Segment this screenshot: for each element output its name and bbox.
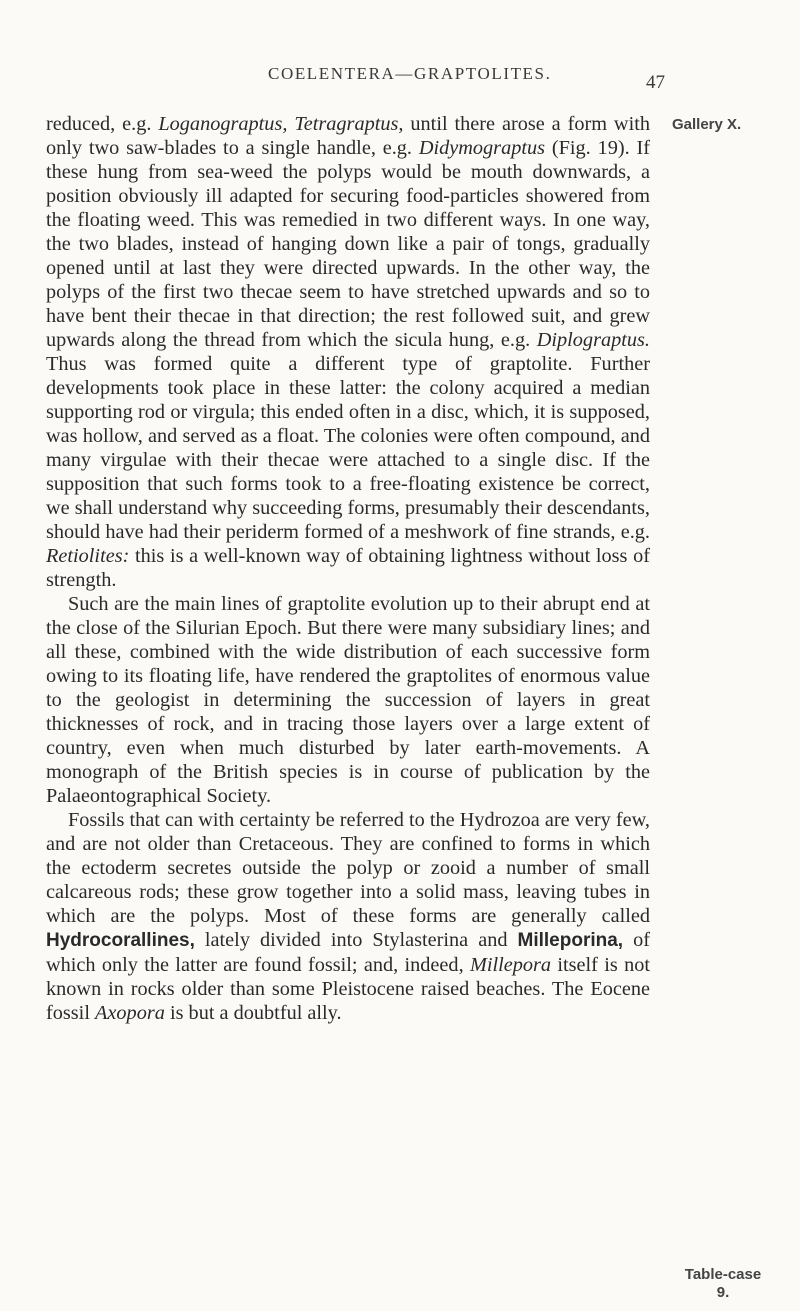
paragraph-1: reduced, e.g. Loganograptus, Tetragraptus, until there arose a form with only two saw-blades to a single handle, e.g. Didymograptus (Fig. 19). If these hung from sea-weed the polyps would be mouth downwards, a position obviously ill adapted for securing food-particles showered from the floating weed. This was remedied in two different ways. In one way, the two blades, instead of hanging down like a pair of tongs, gradually opened until at last they were directed upwards. In the other way, the polyps of the first two thecae seem to have stretched upwards and so to have bent their thecae in that direction; the rest followed suit, and grew upwards along the thread from which the sicula hung, e.g. Diplograptus. Thus was formed quite a different type of graptolite. Further developments took place in these latter: the colony acquired a median supporting rod or virgula; this ended often in a disc, which, it is supposed, was hollow, and served as a float. The colonies were often compound, and many virgulae with their thecae were attached to a single disc. If the supposition that such forms took to a free-floating existence be correct, we shall understand why succeeding forms, presumably their descendants, should have had their periderm formed of a meshwork of fine strands, e.g. Retiolites: this is a well-known way of obtaining lightness without loss of strength. (46, 113, 650, 591)
margin-note-table-case (664, 1266, 782, 1302)
margin-note-table-case-number: 9. (716, 1284, 730, 1301)
margin-note-gallery: Gallery X. (672, 116, 742, 133)
margin-note-table-case-label: Table-case (684, 1266, 762, 1283)
body-text (46, 112, 650, 1025)
running-head: COELENTERA—GRAPTOLITES. (268, 64, 552, 83)
paragraph-3: Fossils that can with certainty be referred to the Hydrozoa are very few, and are not older than Cretaceous. They are confined to forms in which the ectoderm secretes outside the polyp or zooid a number of small calcareous rods; these grow together into a solid mass, leaving tubes in which are the polyps. Most of these forms are generally called Hydrocorallines, lately divided into Stylasterina and Milleporina, of which only the latter are found fossil; and, indeed, Millepora itself is not known in rocks older than some Pleistocene raised beaches. The Eocene fossil Axopora is but a doubtful ally. (46, 809, 650, 1024)
paragraph-2: Such are the main lines of graptolite evolution up to their abrupt end at the close of the Silurian Epoch. But there were many subsidiary lines; and all these, combined with the wide distribution of each successive form owing to its floating life, have rendered the graptolites of enormous value to the geologist in determining the succession of layers in great thicknesses of rock, and in tracing those layers over a large extent of country, even when much disturbed by later earth-movements. A monograph of the British species is in course of publication by the Palaeontographical Society. (46, 593, 650, 807)
page-number: 47 (646, 72, 665, 93)
page-header (0, 62, 800, 102)
